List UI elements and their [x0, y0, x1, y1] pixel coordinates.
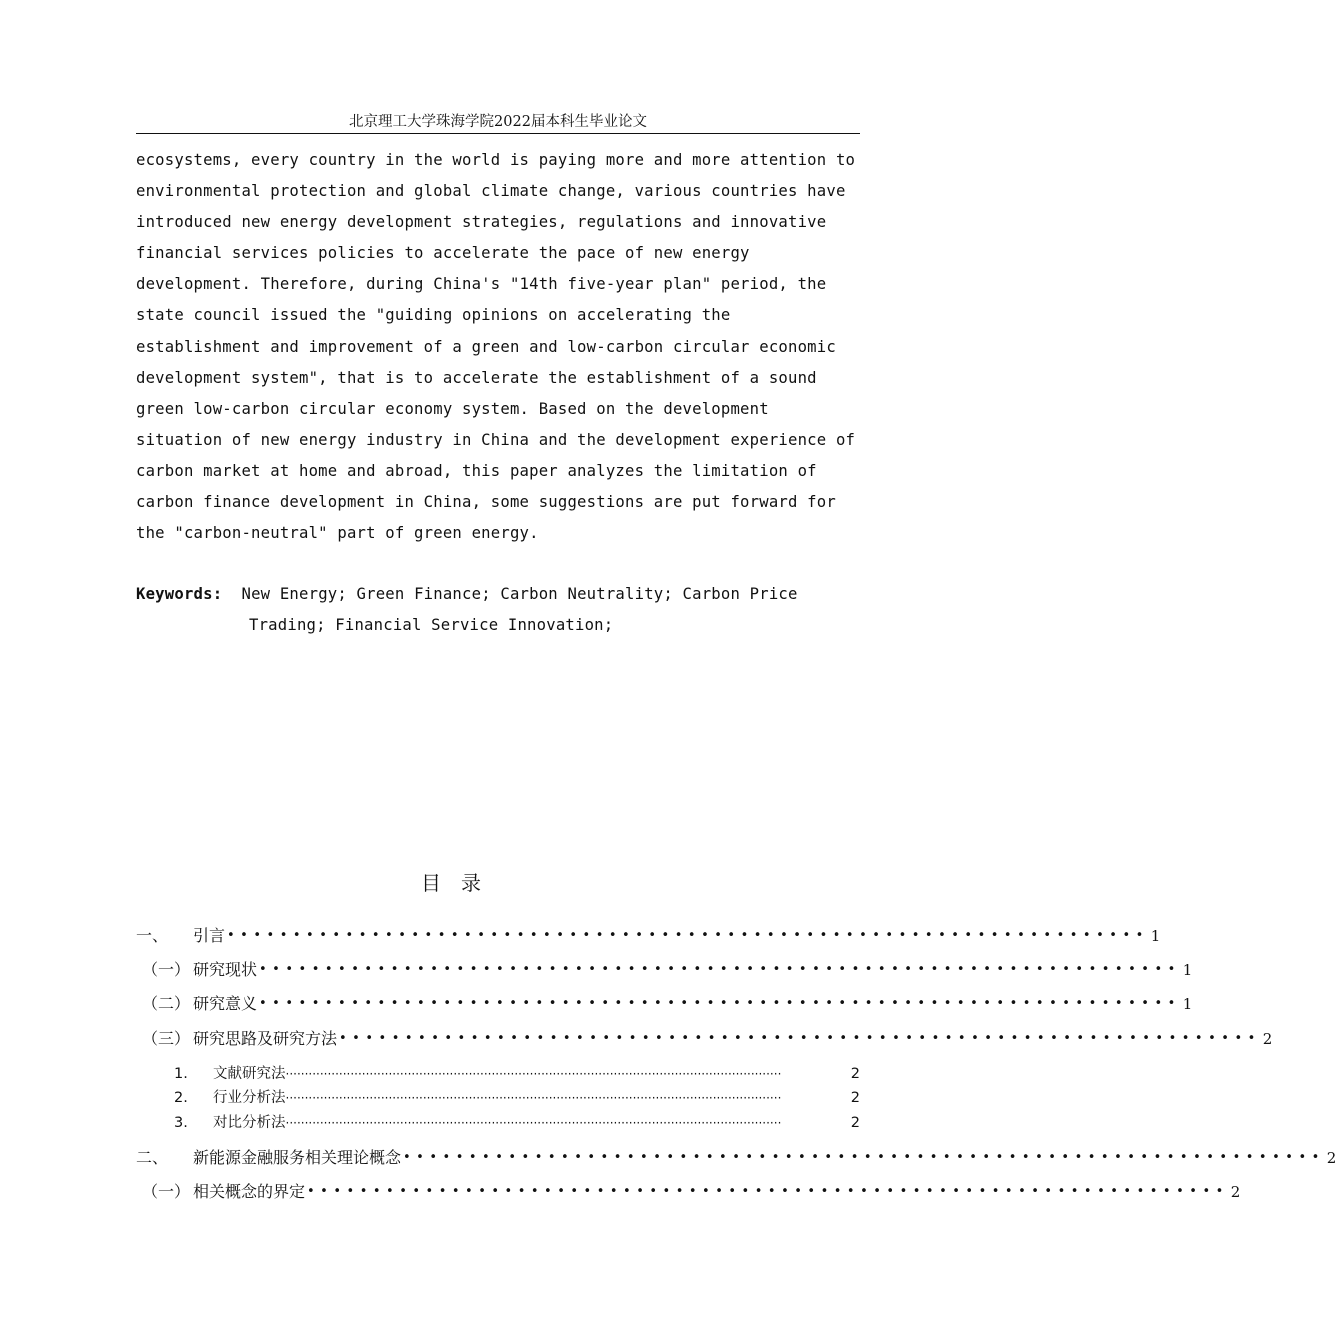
abstract-line: development. Therefore, during China's "14th five-year plan" period, the [136, 275, 827, 294]
toc-entry-title: 对比分析法 [213, 1115, 286, 1131]
toc-title: 目录 [421, 871, 501, 895]
toc-entry-research-methods[interactable] [136, 1027, 1273, 1051]
abstract-line: green low-carbon circular economy system. Based on the development [136, 399, 769, 418]
toc-entry-title: 引言 [193, 926, 226, 945]
toc-entry-title: 新能源金融服务相关理论概念 [193, 1148, 402, 1167]
toc-leader-dots: •••••••••••••••••••••••••••••••••••••••••••••••••••••••••••••••••••••• [307, 1184, 1229, 1199]
toc-entry-page: 1 [1182, 961, 1193, 979]
toc-entry-title: 研究现状 [193, 960, 258, 979]
abstract-line: ecosystems, every country in the world is paying more and more attention to [136, 151, 856, 169]
toc-entry-chapter-two[interactable] [136, 1146, 1336, 1170]
toc-entry-page: 2 [1230, 1183, 1241, 1201]
toc-entry-number: 2. [174, 1090, 188, 1106]
toc-entry-page: 2 [850, 1090, 860, 1106]
keywords-label: Keywords: [136, 585, 223, 603]
toc-entry-title: 研究意义 [193, 994, 258, 1013]
toc-entry-number: 3. [174, 1115, 188, 1131]
toc-entry-research-status[interactable] [136, 958, 1193, 982]
keywords-line-2: Trading; Financial Service Innovation; [249, 616, 614, 635]
toc-entry-number: 一、 [136, 926, 169, 945]
abstract-body [136, 145, 860, 549]
toc-entry-number: （二） [142, 994, 191, 1013]
abstract-line: the "carbon-neutral" part of green energy. [136, 524, 539, 543]
toc-leader-dots: ·································································································································· [285, 1116, 782, 1130]
abstract-line: environmental protection and global climate change, various countries have [136, 182, 846, 201]
toc-entry-concept-definition[interactable] [136, 1180, 1241, 1204]
toc-leader-dots: •••••••••••••••••••••••••••••••••••••••••••••••••••••••••••••••••••••• [403, 1150, 1325, 1165]
toc-entry-title: 相关概念的界定 [193, 1182, 306, 1201]
abstract-line: establishment and improvement of a green and low-carbon circular economic [136, 337, 836, 356]
abstract-line: introduced new energy development strategies, regulations and innovative [136, 213, 827, 232]
toc-entry-page: 2 [1262, 1030, 1273, 1048]
toc-entry-number: （三） [142, 1029, 191, 1048]
abstract-line: development system", that is to accelerate the establishment of a sound [136, 368, 817, 387]
toc-entry-title: 研究思路及研究方法 [193, 1029, 338, 1048]
toc-entry-page: 2 [850, 1066, 860, 1082]
toc-entry-page: 1 [1150, 927, 1161, 945]
toc-entry-number: （一） [142, 1182, 191, 1201]
toc-entry-research-significance[interactable] [136, 992, 1193, 1016]
toc-entry-number: 二、 [136, 1148, 169, 1167]
header-rule [136, 133, 860, 134]
toc-entry-literature-method[interactable] [136, 1063, 860, 1085]
toc-entry-comparative-method[interactable] [136, 1112, 860, 1134]
page-header: 北京理工大学珠海学院2022届本科生毕业论文 [349, 114, 647, 130]
toc-leader-dots: •••••••••••••••••••••••••••••••••••••••••••••••••••••••••••••••••••••• [227, 928, 1149, 943]
toc-leader-dots: ·································································································································· [285, 1091, 782, 1105]
toc-entry-number: （一） [142, 960, 191, 979]
abstract-line: situation of new energy industry in China and the development experience of [136, 430, 856, 449]
keywords-line-1: New Energy; Green Finance; Carbon Neutrality; Carbon Price [241, 585, 798, 603]
abstract-line: carbon market at home and abroad, this paper analyzes the limitation of [136, 461, 817, 480]
toc-entry-page: 2 [1326, 1149, 1336, 1167]
toc-leader-dots: ·································································································································· [285, 1067, 782, 1081]
toc-leader-dots: •••••••••••••••••••••••••••••••••••••••••••••••••••••••••••••••••••••• [259, 996, 1181, 1011]
toc-entry-page: 1 [1182, 995, 1193, 1013]
abstract-line: state council issued the "guiding opinions on accelerating the [136, 306, 731, 325]
abstract-line: carbon finance development in China, some suggestions are put forward for [136, 493, 836, 512]
keywords-block [136, 579, 860, 641]
toc-entry-page: 2 [850, 1115, 860, 1131]
toc-entry-title: 行业分析法 [213, 1090, 286, 1106]
toc-entry-industry-method[interactable] [136, 1087, 860, 1109]
abstract-line: financial services policies to accelerate the pace of new energy [136, 244, 750, 263]
toc-entry-intro[interactable] [136, 924, 1161, 948]
toc-entry-number: 1. [174, 1066, 188, 1082]
toc-leader-dots: •••••••••••••••••••••••••••••••••••••••••••••••••••••••••••••••••••••• [259, 962, 1181, 977]
toc-leader-dots: •••••••••••••••••••••••••••••••••••••••••••••••••••••••••••••••••••••• [339, 1031, 1261, 1046]
toc-entry-title: 文献研究法 [213, 1066, 286, 1082]
